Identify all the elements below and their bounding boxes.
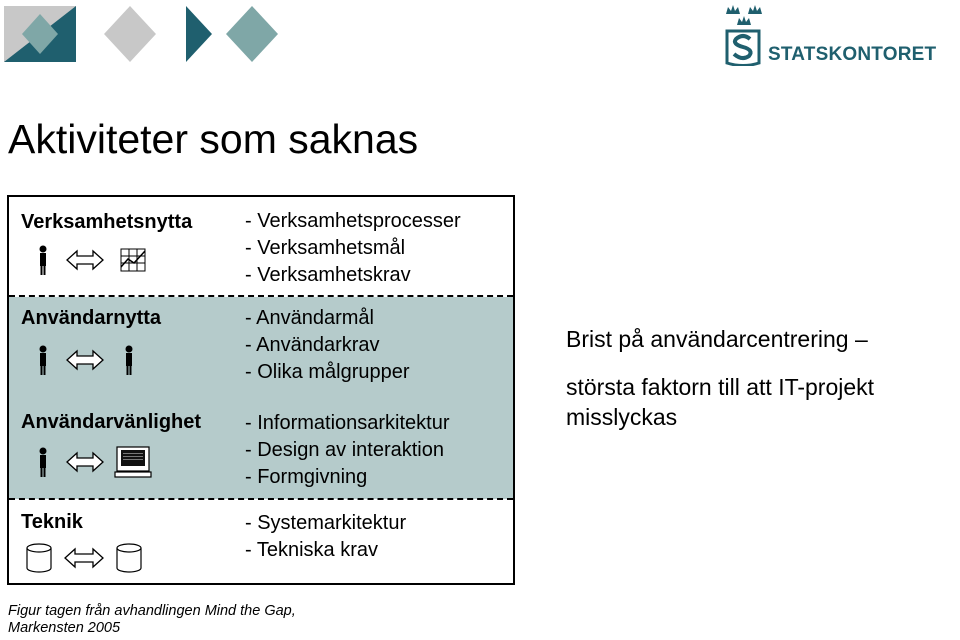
statskontoret-logo: [722, 4, 952, 70]
list-item: - Verksamhetsprocesser: [245, 210, 461, 232]
double-arrow-icon: [67, 453, 103, 471]
layer-icons: [23, 243, 153, 277]
list-item: - Användarkrav: [245, 334, 380, 356]
list-item: - Design av interaktion: [245, 439, 444, 461]
double-arrow-icon: [65, 549, 103, 567]
divider-bottom: [9, 498, 513, 500]
database-icon: [27, 544, 51, 572]
layer-label: Verksamhetsnytta: [21, 211, 193, 233]
layer-label: Användarvänlighet: [21, 411, 202, 433]
header-decoration: [0, 0, 300, 70]
list-item: - Olika målgrupper: [245, 361, 410, 383]
divider-top: [9, 295, 513, 297]
person-icon: [40, 448, 47, 478]
three-crowns-icon: [724, 4, 764, 26]
caption-line: Markensten 2005: [8, 620, 121, 636]
computer-icon: [115, 447, 151, 477]
note-line: Brist på användarcentrering –: [566, 326, 868, 352]
list-item: - Tekniska krav: [245, 539, 379, 561]
logo-text: STATSKONTORET: [768, 44, 937, 65]
layer-diagram: [7, 195, 515, 585]
double-arrow-icon: [67, 251, 103, 269]
layer-label: Användarnytta: [21, 307, 162, 329]
person-icon: [40, 246, 47, 276]
database-icon: [117, 544, 141, 572]
layer-items: [245, 510, 406, 564]
figure-caption: [8, 603, 296, 637]
note-line: största faktorn till att IT-projekt: [566, 374, 875, 400]
list-item: - Verksamhetsmål: [245, 237, 406, 259]
list-item: - Verksamhetskrav: [245, 264, 411, 286]
layer-icons: [23, 445, 153, 479]
layer-items: [245, 305, 410, 386]
list-item: - Användarmål: [245, 307, 374, 329]
caption-line: Figur tagen från avhandlingen Mind the Gap,: [8, 603, 296, 619]
layer-label: Teknik: [21, 511, 83, 533]
layer-items: [245, 410, 450, 491]
person-icon: [126, 346, 133, 376]
layer-icons: [23, 541, 153, 575]
double-arrow-icon: [67, 351, 103, 369]
list-item: - Informationsarkitektur: [245, 412, 450, 434]
list-item: - Formgivning: [245, 466, 368, 488]
person-icon: [40, 346, 47, 376]
layer-icons: [23, 343, 153, 377]
page-title: Aktiviteter som saknas: [8, 116, 419, 162]
list-item: - Systemarkitektur: [245, 512, 407, 534]
layer-items: [245, 208, 461, 289]
chart-icon: [121, 249, 145, 271]
note-line: misslyckas: [566, 404, 678, 430]
diamond-pattern-icon: [4, 6, 278, 62]
s-emblem-icon: [724, 28, 762, 66]
